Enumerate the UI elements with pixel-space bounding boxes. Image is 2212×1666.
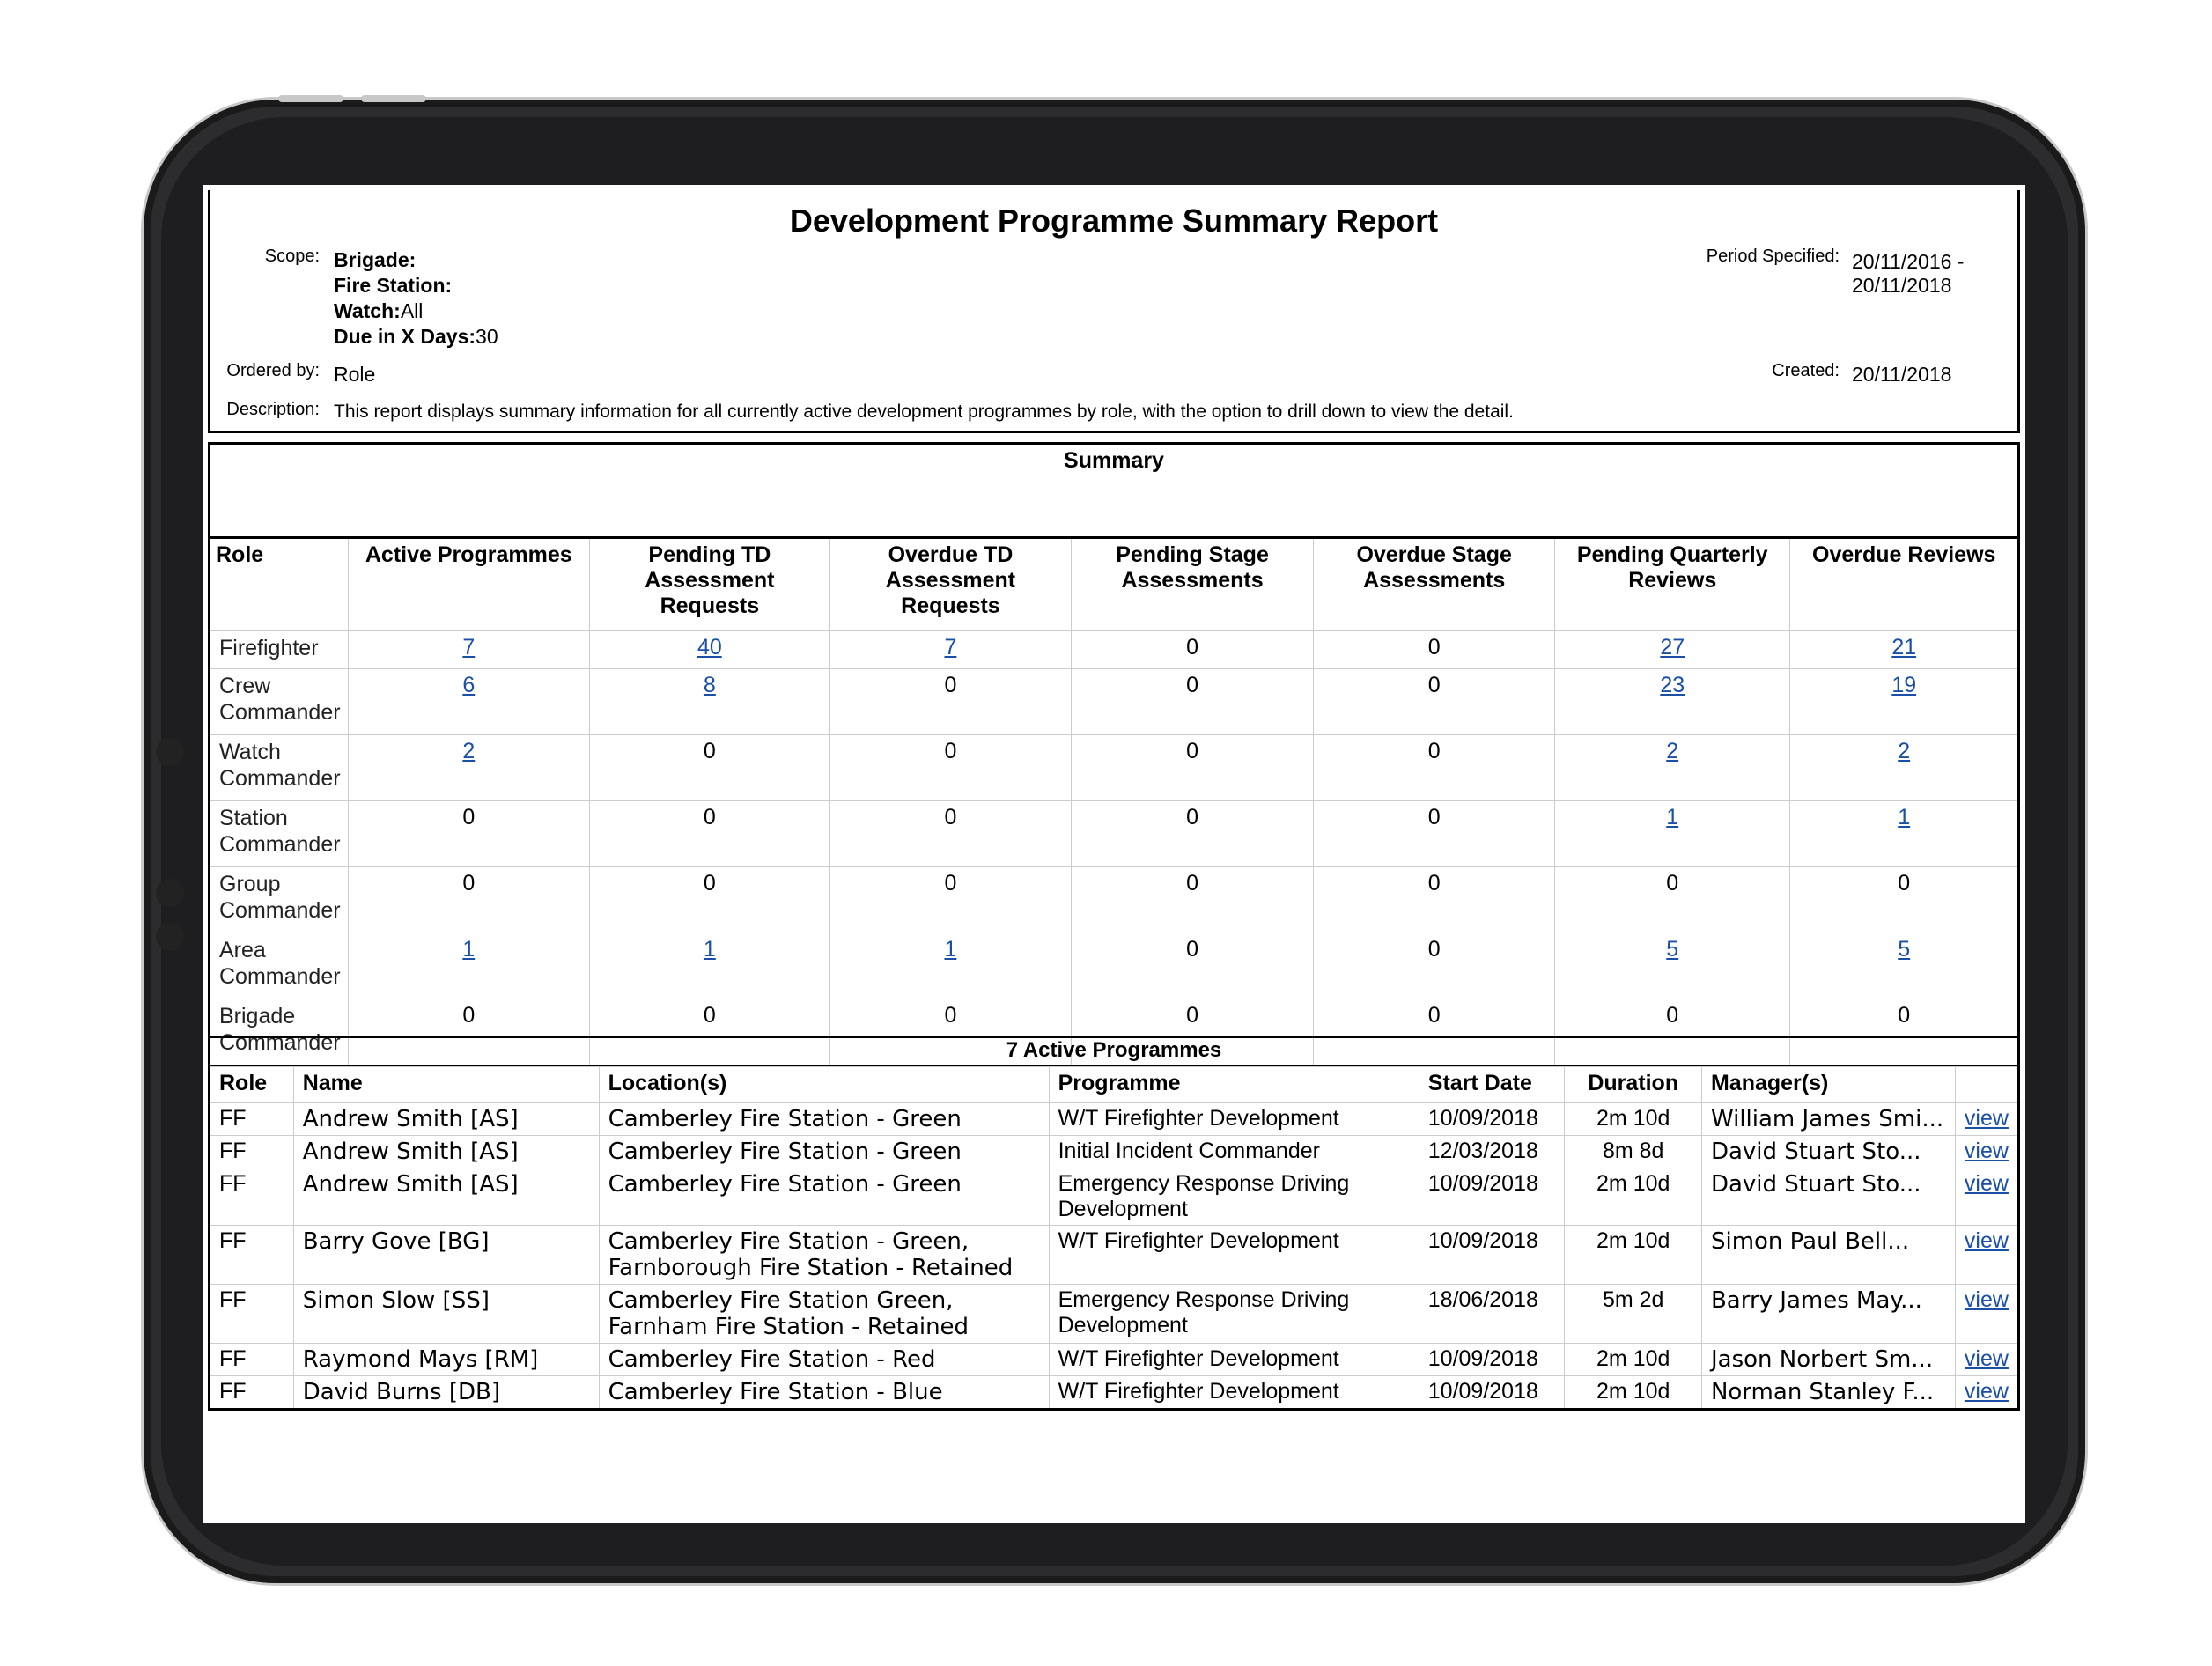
- summary-row: [210, 801, 2019, 867]
- report-header: [208, 190, 2020, 433]
- summary-header-cell: Overdue Reviews: [1790, 538, 2019, 631]
- programme-role-cell: FF: [210, 1136, 294, 1168]
- programme-manager-cell: David Stuart Sto...: [1701, 1136, 1955, 1168]
- summary-value-cell: 0: [1071, 801, 1314, 867]
- view-link[interactable]: view: [1964, 1139, 2009, 1163]
- programme-location-cell: [599, 1344, 1049, 1376]
- summary-value-cell: [1554, 669, 1789, 735]
- programme-name-cell: Andrew Smith [AS]: [293, 1168, 599, 1226]
- programme-start-date-cell: 18/06/2018: [1419, 1285, 1565, 1344]
- programme-role-cell: FF: [210, 1226, 294, 1285]
- view-link[interactable]: view: [1964, 1171, 2009, 1196]
- programme-start-date-cell: 10/09/2018: [1419, 1103, 1565, 1136]
- scope-label: Scope:: [264, 247, 320, 266]
- summary-value-cell: 0: [830, 801, 1072, 867]
- active-header-cell: Role: [210, 1067, 294, 1103]
- summary-value-cell: [1554, 933, 1789, 999]
- programme-start-date-cell: 12/03/2018: [1419, 1136, 1565, 1168]
- programme-view-cell: [1955, 1136, 2018, 1168]
- summary-header-cell: Role: [216, 542, 264, 567]
- summary-value-cell: 0: [589, 999, 830, 1066]
- programme-duration-cell: 2m 10d: [1565, 1376, 1702, 1410]
- location-line: Camberley Fire Station - Green,: [608, 1228, 970, 1255]
- location-line: Farnborough Fire Station - Retained: [608, 1255, 1014, 1281]
- summary-value-cell: 0: [1314, 867, 1555, 933]
- summary-row: [210, 867, 2019, 933]
- scope-watch: Watch:All: [334, 299, 424, 322]
- programme-manager-cell: William James Smi...: [1701, 1103, 1955, 1136]
- programme-duration-cell: 2m 10d: [1565, 1344, 1702, 1376]
- programme-name-cell: Andrew Smith [AS]: [293, 1136, 599, 1168]
- summary-role-cell: Firefighter: [210, 631, 349, 669]
- summary-drilldown-link[interactable]: 7: [462, 635, 476, 660]
- programme-start-date-cell: 10/09/2018: [1419, 1226, 1565, 1285]
- summary-value-cell: [1790, 669, 2019, 735]
- active-header-cell: Start Date: [1419, 1067, 1565, 1103]
- summary-value-cell: [1790, 735, 2019, 801]
- programme-line: Emergency Response Driving: [1058, 1287, 1350, 1312]
- programme-name-cell: Simon Slow [SS]: [293, 1285, 599, 1344]
- programme-view-cell: [1955, 1344, 2018, 1376]
- programme-name-cell: Barry Gove [BG]: [293, 1226, 599, 1285]
- summary-caption: Summary: [210, 444, 2019, 538]
- programme-start-date-cell: 10/09/2018: [1419, 1344, 1565, 1376]
- summary-header-cell: Pending Quarterly Reviews: [1554, 538, 1789, 631]
- programme-role-cell: FF: [210, 1376, 294, 1410]
- programme-title-cell: [1049, 1136, 1419, 1168]
- summary-drilldown-link[interactable]: 40: [697, 635, 722, 660]
- active-header-cell: Name: [293, 1067, 599, 1103]
- summary-value-cell: 0: [1790, 867, 2019, 933]
- summary-role-cell: Station Commander: [210, 801, 349, 867]
- summary-drilldown-link[interactable]: 5: [1898, 937, 1911, 962]
- summary-value-cell: 0: [348, 867, 589, 933]
- summary-value-cell: 0: [1554, 867, 1789, 933]
- ordered-by-label: Ordered by:: [226, 361, 320, 380]
- summary-value-cell: [589, 631, 830, 669]
- location-line: Camberley Fire Station Green,: [608, 1287, 954, 1314]
- programme-name-cell: Raymond Mays [RM]: [293, 1344, 599, 1376]
- programme-location-cell: [599, 1136, 1049, 1168]
- view-link[interactable]: view: [1964, 1287, 2009, 1312]
- programme-location-cell: [599, 1285, 1049, 1344]
- programme-name-cell: Andrew Smith [AS]: [293, 1103, 599, 1136]
- programme-start-date-cell: 10/09/2018: [1419, 1168, 1565, 1226]
- summary-value-cell: [348, 669, 589, 735]
- summary-drilldown-link[interactable]: 2: [1898, 739, 1911, 763]
- programme-title-cell: [1049, 1103, 1419, 1136]
- summary-drilldown-link[interactable]: 23: [1660, 673, 1685, 697]
- summary-value-cell: 0: [830, 867, 1072, 933]
- tablet-volume-button: [278, 95, 343, 102]
- summary-value-cell: [830, 631, 1072, 669]
- programme-location-cell: [599, 1376, 1049, 1410]
- active-header-cell: Location(s): [599, 1067, 1049, 1103]
- active-programmes-table: [208, 1036, 2020, 1411]
- programme-duration-cell: 2m 10d: [1565, 1168, 1702, 1226]
- summary-table: [208, 442, 2020, 1067]
- report-screen: [203, 185, 2025, 1523]
- summary-value-cell: [1790, 801, 2019, 867]
- summary-value-cell: [589, 933, 830, 999]
- scope-brigade: Brigade:: [334, 248, 417, 271]
- summary-value-cell: 0: [348, 999, 589, 1066]
- view-link[interactable]: view: [1964, 1379, 2009, 1404]
- programme-title-cell: [1049, 1226, 1419, 1285]
- programme-line: W/T Firefighter Development: [1058, 1106, 1339, 1131]
- summary-value-cell: 0: [1071, 735, 1314, 801]
- summary-value-cell: 0: [830, 669, 1072, 735]
- summary-value-cell: [589, 669, 830, 735]
- description-value: This report displays summary information for all currently active development programmes by role, with the option to drill down to view the detail.: [334, 402, 1514, 422]
- programme-name-cell: David Burns [DB]: [293, 1376, 599, 1410]
- summary-header-cell: Active Programmes: [348, 538, 589, 631]
- table-row: [210, 1344, 2019, 1376]
- summary-value-cell: [830, 933, 1072, 999]
- programme-title-cell: [1049, 1168, 1419, 1226]
- summary-value-cell: 0: [1314, 669, 1555, 735]
- active-header-cell: Duration: [1565, 1067, 1702, 1103]
- summary-drilldown-link[interactable]: 19: [1891, 673, 1917, 697]
- summary-drilldown-link[interactable]: 2: [462, 739, 476, 763]
- summary-drilldown-link[interactable]: 21: [1891, 635, 1917, 660]
- summary-value-cell: 0: [1071, 669, 1314, 735]
- period-label: Period Specified:: [1706, 247, 1840, 266]
- programme-start-date-cell: 10/09/2018: [1419, 1376, 1565, 1410]
- programme-duration-cell: 2m 10d: [1565, 1103, 1702, 1136]
- programme-manager-cell: Jason Norbert Sm...: [1701, 1344, 1955, 1376]
- summary-value-cell: 0: [1790, 999, 2019, 1066]
- table-row: [210, 1103, 2019, 1136]
- location-line: Camberley Fire Station - Red: [608, 1346, 936, 1373]
- summary-value-cell: [1790, 933, 2019, 999]
- programme-line: W/T Firefighter Development: [1058, 1379, 1339, 1404]
- summary-value-cell: 0: [1071, 999, 1314, 1066]
- programme-line: W/T Firefighter Development: [1058, 1346, 1339, 1371]
- summary-header-cell: Pending Stage Assessments: [1071, 538, 1314, 631]
- summary-value-cell: 0: [1071, 867, 1314, 933]
- summary-value-cell: [348, 631, 589, 669]
- summary-value-cell: 0: [589, 867, 830, 933]
- summary-drilldown-link[interactable]: 6: [462, 673, 476, 697]
- summary-drilldown-link[interactable]: 5: [1666, 937, 1679, 962]
- summary-row: [210, 669, 2019, 735]
- report-title: Development Programme Summary Report: [789, 203, 1439, 239]
- programme-duration-cell: 8m 8d: [1565, 1136, 1702, 1168]
- programme-manager-cell: Simon Paul Bell...: [1701, 1226, 1955, 1285]
- location-line: Farnham Fire Station - Retained: [608, 1314, 970, 1340]
- programme-role-cell: FF: [210, 1344, 294, 1376]
- summary-value-cell: [1554, 735, 1789, 801]
- summary-value-cell: [348, 933, 589, 999]
- summary-value-cell: 0: [1071, 933, 1314, 999]
- active-programmes-caption: 7 Active Programmes: [210, 1037, 2019, 1067]
- programme-location-cell: [599, 1168, 1049, 1226]
- programme-title-cell: [1049, 1376, 1419, 1410]
- programme-role-cell: FF: [210, 1103, 294, 1136]
- tablet-side-sensor: [156, 879, 184, 907]
- programme-view-cell: [1955, 1103, 2018, 1136]
- summary-value-cell: 0: [1314, 933, 1555, 999]
- programme-location-cell: [599, 1226, 1049, 1285]
- tablet-side-sensor: [156, 923, 184, 951]
- created-value: 20/11/2018: [1852, 363, 1952, 386]
- programme-view-cell: [1955, 1226, 2018, 1285]
- summary-drilldown-link[interactable]: 8: [703, 673, 716, 697]
- description-label: Description:: [226, 400, 320, 419]
- summary-value-cell: 0: [1314, 631, 1555, 669]
- location-line: Camberley Fire Station - Green: [608, 1139, 962, 1165]
- summary-value-cell: 0: [830, 999, 1072, 1066]
- programme-title-cell: [1049, 1344, 1419, 1376]
- ordered-by-value: Role: [334, 363, 376, 386]
- programme-line: Initial Incident Commander: [1058, 1139, 1320, 1163]
- location-line: Camberley Fire Station - Green: [608, 1106, 962, 1132]
- summary-header-cell: Pending TD Assessment Requests: [589, 538, 830, 631]
- programme-location-cell: [599, 1103, 1049, 1136]
- summary-drilldown-link[interactable]: 1: [703, 937, 716, 962]
- table-row: [210, 1136, 2019, 1168]
- table-row: [210, 1285, 2019, 1344]
- summary-drilldown-link[interactable]: 7: [944, 635, 957, 660]
- programme-duration-cell: 5m 2d: [1565, 1285, 1702, 1344]
- summary-value-cell: [348, 735, 589, 801]
- programme-manager-cell: Norman Stanley F...: [1701, 1376, 1955, 1410]
- summary-row: [210, 735, 2019, 801]
- summary-value-cell: 0: [348, 801, 589, 867]
- table-row: [210, 1168, 2019, 1226]
- summary-row: [210, 933, 2019, 999]
- summary-drilldown-link[interactable]: 1: [462, 937, 476, 962]
- programme-role-cell: FF: [210, 1285, 294, 1344]
- view-link[interactable]: view: [1964, 1106, 2009, 1131]
- view-link[interactable]: view: [1964, 1346, 2009, 1371]
- summary-value-cell: [1790, 631, 2019, 669]
- table-row: [210, 1226, 2019, 1285]
- summary-value-cell: 0: [1314, 999, 1555, 1066]
- summary-value-cell: [1554, 631, 1789, 669]
- summary-value-cell: 0: [830, 735, 1072, 801]
- summary-value-cell: 0: [1071, 631, 1314, 669]
- scope-station: Fire Station:: [334, 274, 453, 297]
- period-value: 20/11/2016 - 20/11/2018: [1852, 250, 1965, 297]
- summary-role-cell: Group Commander: [210, 867, 349, 933]
- active-header-cell: Programme: [1049, 1067, 1419, 1103]
- scope-due-days: Due in X Days:30: [334, 325, 498, 348]
- summary-value-cell: 0: [1314, 801, 1555, 867]
- summary-drilldown-link[interactable]: 2: [1666, 739, 1679, 763]
- programme-view-cell: [1955, 1376, 2018, 1410]
- summary-value-cell: 0: [589, 735, 830, 801]
- location-line: Camberley Fire Station - Green: [608, 1171, 962, 1198]
- summary-drilldown-link[interactable]: 1: [1666, 805, 1679, 829]
- summary-role-cell: Area Commander: [210, 933, 349, 999]
- programme-view-cell: [1955, 1168, 2018, 1226]
- programme-line: W/T Firefighter Development: [1058, 1228, 1339, 1253]
- location-line: Camberley Fire Station - Blue: [608, 1379, 943, 1405]
- summary-role-cell: Brigade Commander: [210, 999, 349, 1066]
- programme-role-cell: FF: [210, 1168, 294, 1226]
- programme-view-cell: [1955, 1285, 2018, 1344]
- summary-header-cell: Overdue Stage Assessments: [1314, 538, 1555, 631]
- programme-manager-cell: David Stuart Sto...: [1701, 1168, 1955, 1226]
- summary-header-cell: Overdue TD Assessment Requests: [830, 538, 1072, 631]
- view-link[interactable]: view: [1964, 1228, 2009, 1253]
- summary-role-cell: Crew Commander: [210, 669, 349, 735]
- programme-line: Development: [1058, 1313, 1188, 1338]
- active-header-cell: Manager(s): [1701, 1067, 1955, 1103]
- active-header-cell-view: [1955, 1067, 2018, 1103]
- created-label: Created:: [1772, 361, 1840, 380]
- summary-value-cell: 0: [1314, 735, 1555, 801]
- programme-title-cell: [1049, 1285, 1419, 1344]
- programme-duration-cell: 2m 10d: [1565, 1226, 1702, 1285]
- programme-line: Development: [1058, 1197, 1188, 1221]
- summary-row: [210, 631, 2019, 669]
- tablet-side-sensor: [156, 738, 184, 766]
- tablet-volume-button: [361, 95, 426, 102]
- summary-role-cell: Watch Commander: [210, 735, 349, 801]
- programme-manager-cell: Barry James May...: [1701, 1285, 1955, 1344]
- summary-drilldown-link[interactable]: 1: [1898, 805, 1911, 829]
- summary-value-cell: 0: [1554, 999, 1789, 1066]
- summary-drilldown-link[interactable]: 27: [1660, 635, 1685, 660]
- summary-drilldown-link[interactable]: 1: [944, 937, 957, 962]
- summary-value-cell: [1554, 801, 1789, 867]
- summary-value-cell: 0: [589, 801, 830, 867]
- table-row: [210, 1376, 2019, 1410]
- programme-line: Emergency Response Driving: [1058, 1171, 1350, 1196]
